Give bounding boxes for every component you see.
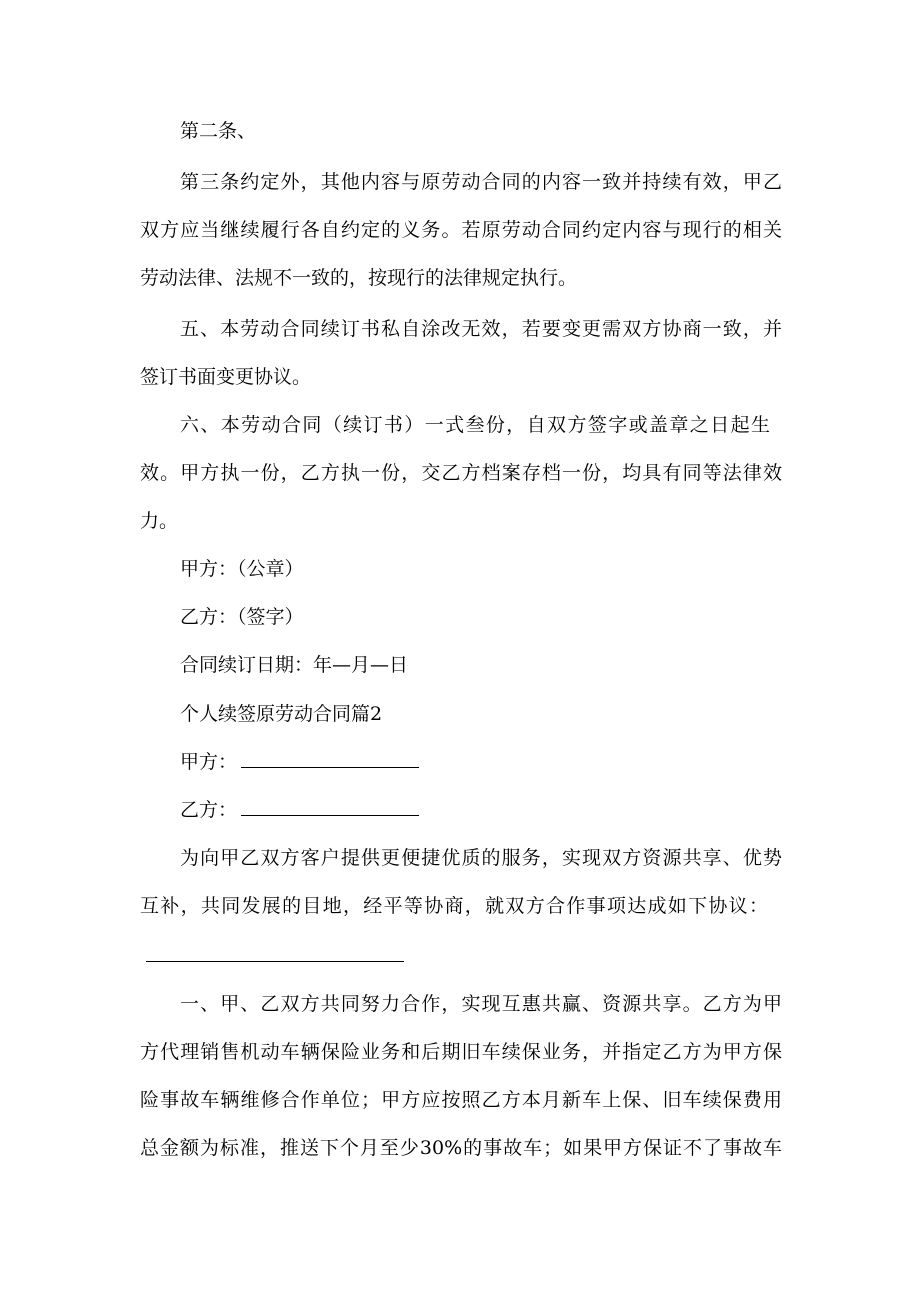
text-line: 效。甲方执一份，乙方执一份，交乙方档案存档一份，均具有同等法律效 xyxy=(140,462,782,484)
line-clause-one xyxy=(0,991,920,1017)
text-line: 一、甲、乙双方共同努力合作，实现互惠共赢、资源共享。乙方为甲 xyxy=(180,993,782,1015)
line-party-a-blank xyxy=(0,749,920,775)
party-b-field xyxy=(180,797,419,823)
text-line: 力。 xyxy=(140,510,179,532)
line-article-two xyxy=(0,118,920,144)
text-line: 乙方：（签字） xyxy=(180,606,304,628)
line-party-b-blank xyxy=(0,797,920,823)
party-b-blank[interactable] xyxy=(241,797,419,816)
text-line: 方代理销售机动车辆保险业务和后期旧车续保业务，并指定乙方为甲方保 xyxy=(140,1041,782,1063)
line-article-five xyxy=(0,316,920,342)
party-a-blank[interactable] xyxy=(241,749,419,768)
text-line: 合同续订日期：年—月—日 xyxy=(180,654,409,676)
text-line: 个人续签原劳动合同篇2 xyxy=(180,703,383,725)
line xyxy=(0,460,920,486)
text-line: 六、本劳动合同（续订书）一式叁份，自双方签字或盖章之日起生 xyxy=(180,414,770,436)
party-a-field xyxy=(180,749,419,775)
line xyxy=(0,893,920,919)
line-section-title xyxy=(0,701,920,727)
line xyxy=(0,1135,920,1161)
line-party-b-sign xyxy=(0,604,920,630)
text-line: 双方应当继续履行各自约定的义务。若原劳动合同约定内容与现行的相关 xyxy=(140,219,782,241)
line xyxy=(0,217,920,243)
text-line: 甲方： xyxy=(180,751,238,773)
line-party-a-seal xyxy=(0,556,920,582)
line-article-six xyxy=(0,412,920,438)
text-line: 互补，共同发展的目地，经平等协商，就双方合作事项达成如下协议： xyxy=(140,895,768,917)
text-line: 第二条、 xyxy=(180,120,257,142)
text-line: 第三条约定外，其他内容与原劳动合同的内容一致并持续有效，甲乙 xyxy=(180,171,782,193)
text-line: 乙方： xyxy=(180,799,238,821)
line-article-three xyxy=(0,169,920,195)
text-line: 甲方：（公章） xyxy=(180,558,304,580)
text-line: 总金额为标准，推送下个月至少30%的事故车；如果甲方保证不了事故车 xyxy=(140,1137,782,1159)
line-renewal-date xyxy=(0,652,920,678)
line xyxy=(0,1039,920,1065)
text-line: 五、本劳动合同续订书私自涂改无效，若要变更需双方协商一致，并 xyxy=(180,318,782,340)
text-line: 签订书面变更协议。 xyxy=(140,366,312,388)
text-line: 险事故车辆维修合作单位；甲方应按照乙方本月新车上保、旧车续保费用 xyxy=(140,1089,782,1111)
text-line: 劳动法律、法规不一致的，按现行的法律规定执行。 xyxy=(140,267,578,289)
blank-rule xyxy=(146,961,404,962)
line xyxy=(0,364,920,390)
line-preamble xyxy=(0,845,920,871)
line xyxy=(0,265,920,291)
text-line: 为向甲乙双方客户提供更便捷优质的服务，实现双方资源共享、优势 xyxy=(180,847,782,869)
line xyxy=(0,1087,920,1113)
line xyxy=(0,508,920,534)
